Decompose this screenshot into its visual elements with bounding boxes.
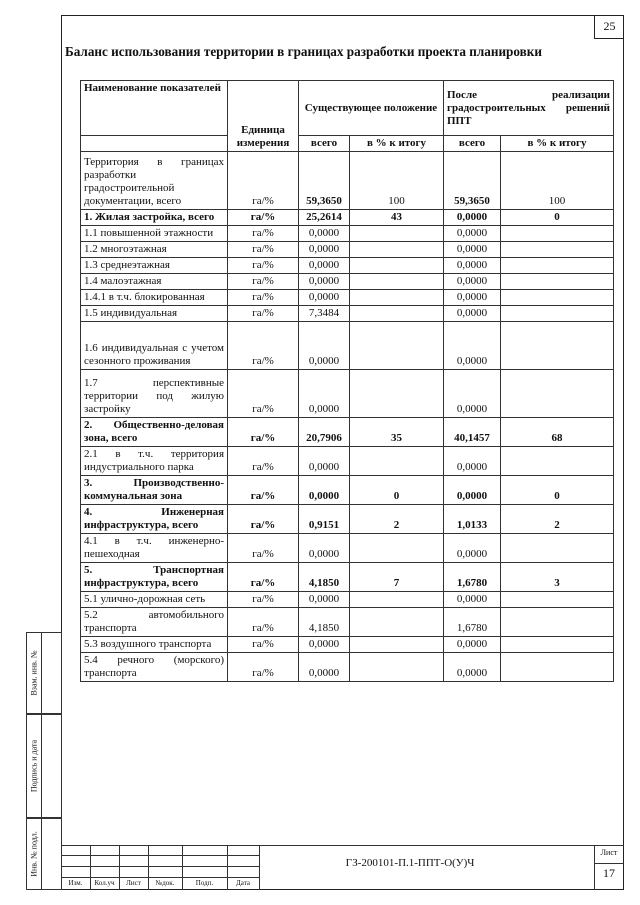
row-after-percent bbox=[501, 274, 614, 290]
row-existing-total: 20,7906 bbox=[299, 418, 350, 447]
stamp-column-label: Изм. bbox=[68, 879, 83, 887]
table-row bbox=[81, 274, 614, 290]
row-name: 1.7 перспективные территории под жилую застройку bbox=[81, 370, 228, 418]
row-name: Территория в границах разработки градостроительной документации, всего bbox=[81, 152, 228, 210]
header-af-percent: в % к итогу bbox=[501, 136, 614, 152]
row-name: 3. Производственно-коммунальная зона bbox=[81, 476, 228, 505]
row-existing-percent bbox=[350, 322, 444, 370]
row-after-percent bbox=[501, 637, 614, 653]
row-existing-percent: 35 bbox=[350, 418, 444, 447]
stamp-column-label: Дата bbox=[236, 879, 250, 887]
row-after-percent bbox=[501, 608, 614, 637]
table-row bbox=[81, 226, 614, 242]
row-existing-total: 0,0000 bbox=[299, 258, 350, 274]
stamp-column-label: Лист bbox=[126, 879, 141, 887]
page-number: 25 bbox=[594, 15, 624, 39]
row-after-total: 0,0000 bbox=[444, 210, 501, 226]
row-existing-total: 0,9151 bbox=[299, 505, 350, 534]
row-name: 1.3 среднеэтажная bbox=[81, 258, 228, 274]
table-row bbox=[81, 258, 614, 274]
row-after-percent bbox=[501, 322, 614, 370]
row-name: 1.1 повышенной этажности bbox=[81, 226, 228, 242]
row-unit: га/% bbox=[228, 210, 299, 226]
row-existing-percent bbox=[350, 242, 444, 258]
row-after-total: 0,0000 bbox=[444, 534, 501, 563]
row-existing-percent bbox=[350, 592, 444, 608]
row-existing-percent: 7 bbox=[350, 563, 444, 592]
table-row bbox=[81, 637, 614, 653]
table-row bbox=[81, 476, 614, 505]
row-unit: га/% bbox=[228, 306, 299, 322]
row-existing-percent bbox=[350, 637, 444, 653]
table-row bbox=[81, 418, 614, 447]
header-after: После реализации градостроительных решений ППТ bbox=[444, 81, 614, 136]
row-existing-total: 0,0000 bbox=[299, 370, 350, 418]
row-existing-total: 0,0000 bbox=[299, 290, 350, 306]
row-unit: га/% bbox=[228, 505, 299, 534]
row-unit: га/% bbox=[228, 592, 299, 608]
table-row bbox=[81, 592, 614, 608]
row-existing-percent bbox=[350, 258, 444, 274]
side-sign-date-label: Подпись и дата bbox=[29, 739, 39, 793]
row-existing-total: 0,0000 bbox=[299, 242, 350, 258]
row-after-total: 0,0000 bbox=[444, 274, 501, 290]
row-existing-total: 0,0000 bbox=[299, 447, 350, 476]
row-unit: га/% bbox=[228, 290, 299, 306]
row-name: 5. Транспортная инфраструктура, всего bbox=[81, 563, 228, 592]
table-row bbox=[81, 210, 614, 226]
row-unit: га/% bbox=[228, 370, 299, 418]
row-after-total: 1,6780 bbox=[444, 563, 501, 592]
row-after-percent bbox=[501, 592, 614, 608]
row-after-percent bbox=[501, 242, 614, 258]
row-unit: га/% bbox=[228, 226, 299, 242]
row-unit: га/% bbox=[228, 418, 299, 447]
side-replace-inv-label: Взам. инв. № bbox=[29, 650, 39, 696]
row-after-percent bbox=[501, 447, 614, 476]
row-after-percent: 3 bbox=[501, 563, 614, 592]
row-after-total: 40,1457 bbox=[444, 418, 501, 447]
row-after-percent bbox=[501, 534, 614, 563]
row-name: 2. Общественно-деловая зона, всего bbox=[81, 418, 228, 447]
table-row bbox=[81, 242, 614, 258]
sheet-number: 17 bbox=[603, 866, 615, 880]
table-row bbox=[81, 608, 614, 637]
stamp-column-label: Подп. bbox=[195, 879, 214, 887]
row-name: 1.2 многоэтажная bbox=[81, 242, 228, 258]
row-name: 2.1 в т.ч. территория индустриального парка bbox=[81, 447, 228, 476]
row-existing-percent bbox=[350, 447, 444, 476]
row-existing-total: 0,0000 bbox=[299, 476, 350, 505]
row-unit: га/% bbox=[228, 476, 299, 505]
header-ex-total: всего bbox=[299, 136, 350, 152]
row-unit: га/% bbox=[228, 258, 299, 274]
table-row bbox=[81, 505, 614, 534]
row-unit: га/% bbox=[228, 608, 299, 637]
row-after-percent bbox=[501, 290, 614, 306]
row-after-total: 0,0000 bbox=[444, 258, 501, 274]
header-spacer bbox=[81, 136, 228, 152]
row-name: 1.4 малоэтажная bbox=[81, 274, 228, 290]
row-after-total: 0,0000 bbox=[444, 476, 501, 505]
table-row bbox=[81, 447, 614, 476]
row-existing-percent: 2 bbox=[350, 505, 444, 534]
row-name: 5.3 воздушного транспорта bbox=[81, 637, 228, 653]
row-existing-total: 4,1850 bbox=[299, 563, 350, 592]
table-row bbox=[81, 653, 614, 682]
page-title: Баланс использования территории в границах разработки проекта планировки bbox=[65, 44, 542, 59]
row-after-total: 1,6780 bbox=[444, 608, 501, 637]
header-unit: Единица измерения bbox=[228, 81, 299, 152]
document-code: ГЗ-200101-П.1-ППТ-О(У)Ч bbox=[345, 857, 475, 869]
header-name: Наименование показателей bbox=[81, 81, 228, 136]
header-existing: Существующее положение bbox=[299, 81, 444, 136]
stamp-column-label: №док. bbox=[155, 879, 175, 887]
table-row bbox=[81, 563, 614, 592]
row-after-total: 0,0000 bbox=[444, 447, 501, 476]
row-unit: га/% bbox=[228, 637, 299, 653]
row-name: 1.5 индивидуальная bbox=[81, 306, 228, 322]
row-existing-total: 0,0000 bbox=[299, 274, 350, 290]
row-after-percent: 0 bbox=[501, 210, 614, 226]
row-existing-total: 0,0000 bbox=[299, 322, 350, 370]
row-existing-total: 7,3484 bbox=[299, 306, 350, 322]
row-after-total: 0,0000 bbox=[444, 242, 501, 258]
table-row bbox=[81, 370, 614, 418]
row-after-total: 0,0000 bbox=[444, 370, 501, 418]
row-name: 4.1 в т.ч. инженерно-пешеходная bbox=[81, 534, 228, 563]
row-after-total: 0,0000 bbox=[444, 290, 501, 306]
row-after-percent bbox=[501, 226, 614, 242]
row-after-total: 0,0000 bbox=[444, 637, 501, 653]
row-after-total: 0,0000 bbox=[444, 592, 501, 608]
row-name: 5.4 речного (морского) транспорта bbox=[81, 653, 228, 682]
balance-table bbox=[80, 80, 614, 682]
row-unit: га/% bbox=[228, 322, 299, 370]
row-name: 1.6 индивидуальная с учетом сезонного проживания bbox=[81, 322, 228, 370]
row-name: 1.4.1 в т.ч. блокированная bbox=[81, 290, 228, 306]
row-after-total: 0,0000 bbox=[444, 226, 501, 242]
row-unit: га/% bbox=[228, 274, 299, 290]
row-unit: га/% bbox=[228, 563, 299, 592]
row-existing-total: 0,0000 bbox=[299, 653, 350, 682]
row-existing-percent: 0 bbox=[350, 476, 444, 505]
row-unit: га/% bbox=[228, 152, 299, 210]
row-existing-percent bbox=[350, 306, 444, 322]
row-existing-total: 0,0000 bbox=[299, 226, 350, 242]
row-existing-total: 0,0000 bbox=[299, 592, 350, 608]
side-replace-inv bbox=[26, 632, 62, 714]
table-row bbox=[81, 290, 614, 306]
row-name: 5.2 автомобильного транспорта bbox=[81, 608, 228, 637]
row-after-percent bbox=[501, 370, 614, 418]
sheet-label: Лист bbox=[600, 848, 618, 857]
row-existing-percent: 100 bbox=[350, 152, 444, 210]
row-after-percent: 68 bbox=[501, 418, 614, 447]
row-existing-total: 0,0000 bbox=[299, 637, 350, 653]
row-after-percent bbox=[501, 306, 614, 322]
row-after-total: 0,0000 bbox=[444, 306, 501, 322]
row-existing-total: 25,2614 bbox=[299, 210, 350, 226]
row-name: 1. Жилая застройка, всего bbox=[81, 210, 228, 226]
row-existing-percent bbox=[350, 534, 444, 563]
table-row bbox=[81, 534, 614, 563]
header-af-total: всего bbox=[444, 136, 501, 152]
row-unit: га/% bbox=[228, 242, 299, 258]
row-after-percent: 100 bbox=[501, 152, 614, 210]
header-ex-percent: в % к итогу bbox=[350, 136, 444, 152]
side-inv-orig-label: Инв. № подл. bbox=[29, 831, 39, 877]
row-existing-percent bbox=[350, 274, 444, 290]
row-after-percent bbox=[501, 653, 614, 682]
row-after-total: 0,0000 bbox=[444, 653, 501, 682]
table-row bbox=[81, 152, 614, 210]
row-after-percent: 2 bbox=[501, 505, 614, 534]
table-body bbox=[81, 152, 614, 682]
table-row bbox=[81, 322, 614, 370]
row-after-total: 59,3650 bbox=[444, 152, 501, 210]
stamp-column-label: Кол.уч bbox=[94, 879, 115, 887]
row-existing-percent bbox=[350, 290, 444, 306]
row-name: 5.1 улично-дорожная сеть bbox=[81, 592, 228, 608]
row-existing-total: 4,1850 bbox=[299, 608, 350, 637]
side-inv-orig bbox=[26, 818, 62, 890]
row-existing-percent: 43 bbox=[350, 210, 444, 226]
row-after-percent: 0 bbox=[501, 476, 614, 505]
row-unit: га/% bbox=[228, 534, 299, 563]
table-row bbox=[81, 306, 614, 322]
row-after-percent bbox=[501, 258, 614, 274]
row-after-total: 1,0133 bbox=[444, 505, 501, 534]
row-unit: га/% bbox=[228, 653, 299, 682]
row-existing-percent bbox=[350, 608, 444, 637]
row-existing-total: 59,3650 bbox=[299, 152, 350, 210]
row-after-total: 0,0000 bbox=[444, 322, 501, 370]
row-existing-total: 0,0000 bbox=[299, 534, 350, 563]
row-unit: га/% bbox=[228, 447, 299, 476]
side-sign-date bbox=[26, 714, 62, 818]
row-existing-percent bbox=[350, 653, 444, 682]
row-existing-percent bbox=[350, 370, 444, 418]
row-existing-percent bbox=[350, 226, 444, 242]
row-name: 4. Инженерная инфраструктура, всего bbox=[81, 505, 228, 534]
